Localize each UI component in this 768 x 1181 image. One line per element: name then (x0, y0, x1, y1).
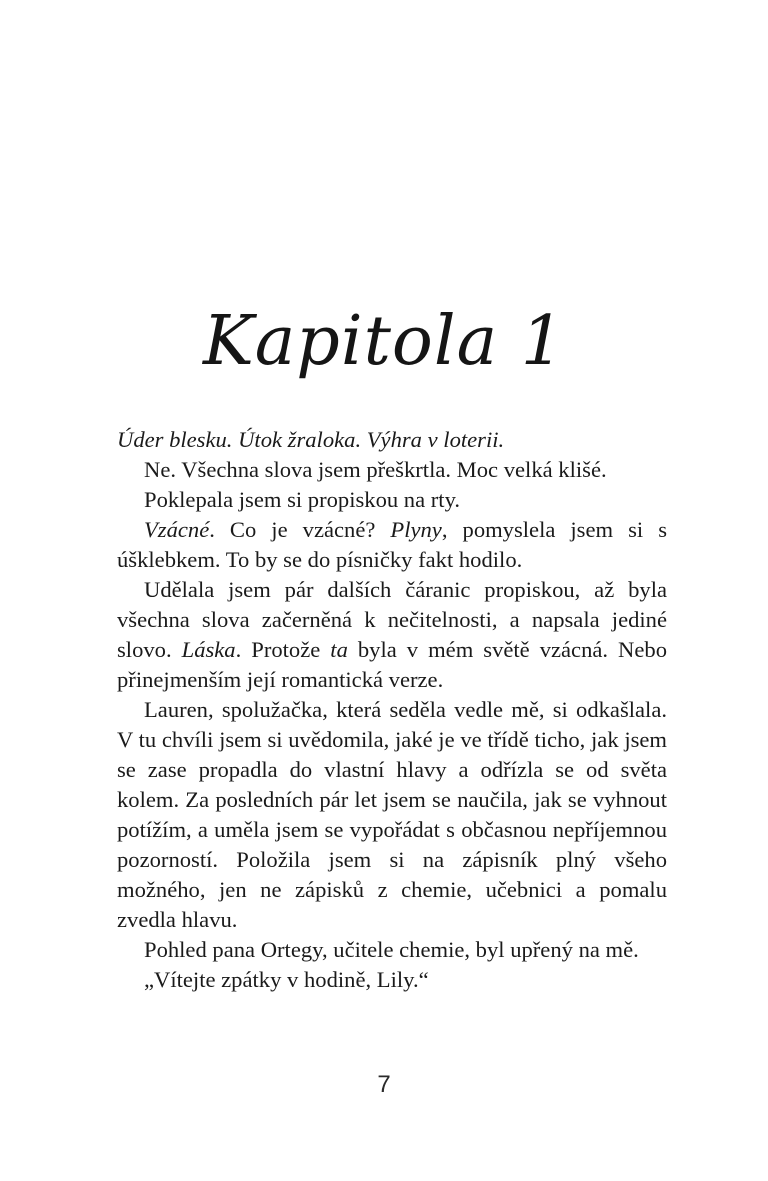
paragraph-7 (117, 935, 667, 965)
paragraph-8 (117, 965, 667, 995)
paragraph-2 (117, 455, 667, 485)
chapter-title: Kapitola 1 (202, 301, 566, 381)
chapter-body (117, 425, 667, 995)
italic-text: ta (330, 637, 348, 662)
text-run: „Vítejte zpátky v hodině, Lily.“ (144, 967, 429, 992)
italic-text: Úder blesku. Útok žraloka. Výhra v loterii. (117, 427, 505, 452)
paragraph-4 (117, 515, 667, 575)
text-run: Pohled pana Ortegy, učitele chemie, byl upřený na mě. (144, 937, 639, 962)
paragraph-5 (117, 575, 667, 695)
text-run: Ne. Všechna slova jsem přeškrtla. Moc velká klišé. (144, 457, 607, 482)
text-run: byla v mém světě vzácná. Nebo přinejmenším její romantická verze. (117, 637, 668, 692)
paragraph-6 (117, 695, 667, 935)
text-run: , pomyslela jsem si s úšklebkem. To by se do písničky fakt hodilo. (117, 517, 667, 572)
text-run: Lauren, spolužačka, která seděla vedle mě, si odkašlala. V tu chvíli jsem si uvědomila, jaké je ve třídě ticho, jak jsem se zase propadla do vlastní hlavy a odřízla se od světa kolem. Za posledních pár let jsem se naučila, jak se vyhnout potížím, a uměla jsem se vypořádat s občasnou nepříjemnou pozorností. Položila jsem si na zápisník plný všeho možného, jen ne zápisků z chemie, učebnici a pomalu zvedla hlavu. (117, 697, 667, 932)
text-run: . Co je vzácné? (209, 517, 391, 542)
paragraph-1 (117, 425, 667, 455)
text-run: Poklepala jsem si propiskou na rty. (144, 487, 461, 512)
italic-text: Vzácné (144, 517, 210, 542)
text-run: Udělala jsem pár dalších čáranic propiskou, až byla všechna slova začerněná k nečitelnosti, a napsala jediné slovo. (117, 577, 667, 662)
page-number: 7 (377, 1071, 391, 1098)
text-run: . Protože (235, 637, 331, 662)
paragraph-3 (117, 485, 667, 515)
italic-text: Plyny (390, 517, 442, 542)
italic-text: Láska (181, 637, 236, 662)
